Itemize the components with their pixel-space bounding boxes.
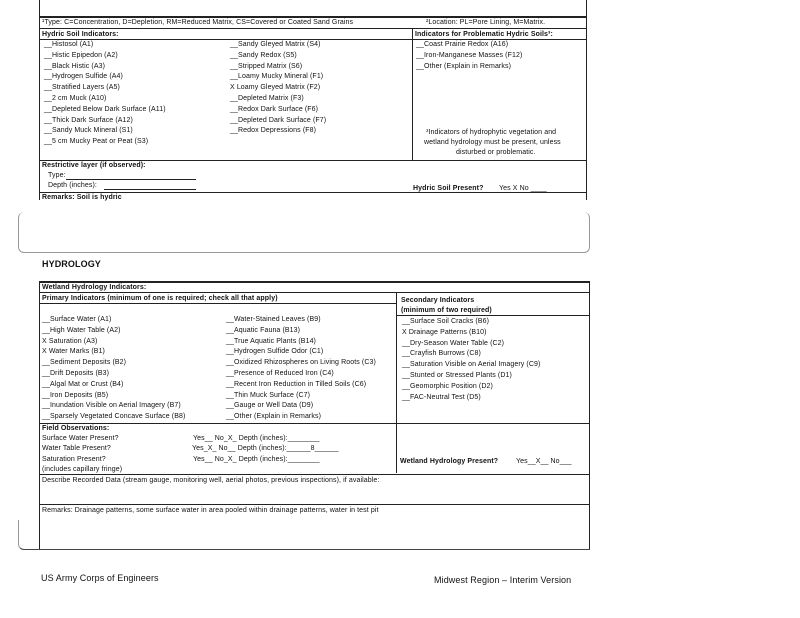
type-field-line [66, 179, 196, 180]
hydrology-remarks-rule [39, 504, 590, 505]
hydrology-right-border [589, 281, 590, 549]
secondary-indicator: __Saturation Visible on Aerial Imagery (C9) [402, 361, 541, 369]
soil-indicator: __Histosol (A1) [44, 41, 94, 48]
hydrology-indicator: __Aquatic Fauna (B13) [226, 326, 301, 334]
hydrology-indicator: __Drift Deposits (B3) [42, 369, 110, 377]
hydrophytic-footnote-1: ³Indicators of hydrophytic vegetation and [426, 129, 557, 136]
saturation-answer: Yes__ No_X_ Depth (inches):________ [193, 456, 320, 463]
soil-indicator: __Depleted Matrix (F3) [230, 94, 304, 102]
hydrology-indicator: __Gauge or Well Data (D9) [226, 402, 314, 410]
secondary-indicator: __FAC-Neutral Test (D5) [402, 393, 481, 401]
depth-field-line [104, 189, 196, 190]
recorded-data-label: Describe Recorded Data (stream gauge, monitoring well, aerial photos, previous inspections), if available: [42, 477, 380, 484]
surface-water-question: Surface Water Present? [42, 435, 119, 442]
soil-indicator: __Loamy Mucky Mineral (F1) [230, 73, 324, 81]
soil-indicator: __Depleted Dark Surface (F7) [230, 116, 327, 124]
hydrology-indicator: __Recent Iron Reduction in Tilled Soils (C6) [226, 380, 367, 388]
problematic-divider [412, 29, 413, 161]
saturation-question: Saturation Present? [42, 456, 106, 463]
hydric-soil-answer: Yes X No ____ [499, 185, 547, 192]
hydrology-indicator: X Water Marks (B1) [42, 348, 105, 356]
field-obs-rule [39, 423, 590, 424]
field-obs-divider [396, 423, 397, 473]
hydrology-indicator: __Sediment Deposits (B2) [42, 359, 127, 367]
soil-indicator-list-2 [230, 40, 326, 137]
soil-indicator: __Black Histic (A3) [44, 62, 106, 70]
secondary-indicator: __Dry-Season Water Table (C2) [402, 339, 505, 347]
secondary-sub: (minimum of two required) [401, 307, 492, 314]
soil-indicator: __Histic Epipedon (A2) [44, 51, 118, 59]
soil-indicator: __Sandy Redox (S5) [230, 51, 297, 59]
hydrology-indicator: __Sparsely Vegetated Concave Surface (B8) [42, 413, 186, 421]
secondary-indicator: X Drainage Patterns (B10) [402, 328, 487, 336]
soil-indicator: __Redox Depressions (F8) [230, 127, 317, 135]
soil-indicator-list-1 [44, 40, 166, 148]
soil-indicator: __Stripped Matrix (S6) [230, 62, 303, 70]
soil-indicator: __Sandy Gleyed Matrix (S4) [230, 41, 321, 48]
wetland-indicators-header: Wetland Hydrology Indicators: [42, 284, 147, 291]
primary-rule [39, 303, 396, 304]
type-note: ¹Type: C=Concentration, D=Depletion, RM=Reduced Matrix, CS=Covered or Coated Sand Grains [42, 19, 354, 26]
type-label: Type: [48, 172, 66, 179]
soil-indicator: __Redox Dark Surface (F6) [230, 105, 319, 113]
soil-indicator: __2 cm Muck (A10) [44, 94, 107, 102]
water-table-answer: Yes_X_ No__ Depth (inches):______8______ [192, 445, 339, 452]
water-table-question: Water Table Present? [42, 445, 111, 452]
hydric-soil-present: Hydric Soil Present? [413, 185, 484, 192]
soil-indicator: __Hydrogen Sulfide (A4) [44, 73, 123, 81]
secondary-indicator: __Surface Soil Cracks (B6) [402, 318, 490, 325]
hydrology-header-rule [39, 292, 590, 293]
secondary-header: Secondary Indicators [401, 297, 475, 304]
primary-header: Primary Indicators (minimum of one is required; check all that apply) [42, 295, 278, 302]
hydrology-indicator: __Other (Explain in Remarks) [226, 413, 321, 421]
hydrophytic-footnote-3: disturbed or problematic. [456, 149, 536, 156]
hydrology-indicator: __Oxidized Rhizospheres on Living Roots (C3) [226, 359, 376, 367]
wetland-hydrology-answer: Yes__X__ No___ [516, 458, 572, 465]
capillary-note: (includes capillary fringe) [42, 466, 123, 473]
depth-label: Depth (inches): [48, 182, 97, 189]
hydrology-left-border [39, 281, 40, 549]
secondary-indicator: __Crayfish Burrows (C8) [402, 350, 481, 358]
secondary-divider [396, 293, 397, 423]
problematic-indicator: __Coast Prairie Redox (A16) [416, 41, 509, 48]
primary-list-2 [226, 315, 376, 423]
recorded-rule [39, 474, 590, 475]
wetland-hydrology-present: Wetland Hydrology Present? [400, 458, 499, 465]
hydrology-indicator: __Water-Stained Leaves (B9) [226, 316, 321, 323]
secondary-list [402, 317, 540, 403]
problematic-header: Indicators for Problematic Hydric Soils³: [415, 31, 553, 38]
soil-indicator: __Depleted Below Dark Surface (A11) [44, 105, 166, 113]
hydrology-indicator: __High Water Table (A2) [42, 326, 121, 334]
hydrology-indicator: X Saturation (A3) [42, 337, 98, 345]
soil-header-rule [39, 28, 587, 29]
hydrology-indicator: __Surface Water (A1) [42, 316, 112, 323]
hydrology-indicator: __Inundation Visible on Aerial Imagery (B7) [42, 402, 181, 410]
hydrology-indicator: __Hydrogen Sulfide Odor (C1) [226, 348, 324, 356]
soil-indicator: __Thick Dark Surface (A12) [44, 116, 133, 124]
soil-remarks-box-edge [18, 212, 590, 253]
hydrology-remarks-box-edge [18, 520, 590, 550]
secondary-indicator: __Stunted or Stressed Plants (D1) [402, 371, 512, 379]
soil-left-border [39, 0, 40, 200]
secondary-indicator: __Geomorphic Position (D2) [402, 382, 493, 390]
soil-indicator: __5 cm Mucky Peat or Peat (S3) [44, 138, 149, 146]
soil-indicator: X Loamy Gleyed Matrix (F2) [230, 84, 321, 92]
hydrology-indicator: __True Aquatic Plants (B14) [226, 337, 316, 345]
location-note: ²Location: PL=Pore Lining, M=Matrix. [426, 19, 546, 26]
hydric-indicators-header: Hydric Soil Indicators: [42, 31, 119, 38]
hydrology-remarks: Remarks: Drainage patterns, some surface water in area pooled within drainage patterns, water in test pit [42, 507, 379, 514]
secondary-rule [396, 315, 590, 316]
surface-water-answer: Yes__ No_X_ Depth (inches):________ [193, 435, 320, 442]
hydrology-indicator: __Thin Muck Surface (C7) [226, 391, 311, 399]
field-observations: Field Observations: [42, 425, 110, 432]
problematic-list [416, 40, 522, 72]
hydrology-indicator: __Iron Deposits (B5) [42, 391, 109, 399]
hydrology-indicator: __Presence of Reduced Iron (C4) [226, 369, 334, 377]
footer-right: Midwest Region – Interim Version [434, 575, 572, 585]
hydrology-indicator: __Algal Mat or Crust (B4) [42, 380, 124, 388]
primary-list-1 [42, 315, 185, 423]
soil-right-border [586, 0, 587, 200]
hydrology-title: HYDROLOGY [42, 259, 101, 269]
hydrophytic-footnote-2: wetland hydrology must be present, unless [424, 139, 561, 146]
soil-indicator: __Sandy Muck Mineral (S1) [44, 127, 133, 135]
restrictive-label: Restrictive layer (if observed): [42, 162, 146, 169]
problematic-indicator: __Other (Explain in Remarks) [416, 62, 511, 70]
footer-left: US Army Corps of Engineers [41, 573, 159, 583]
soil-indicator: __Stratified Layers (A5) [44, 84, 120, 92]
problematic-indicator: __Iron-Manganese Masses (F12) [416, 51, 523, 59]
soil-remarks: Remarks: Soil is hydric [42, 194, 122, 201]
